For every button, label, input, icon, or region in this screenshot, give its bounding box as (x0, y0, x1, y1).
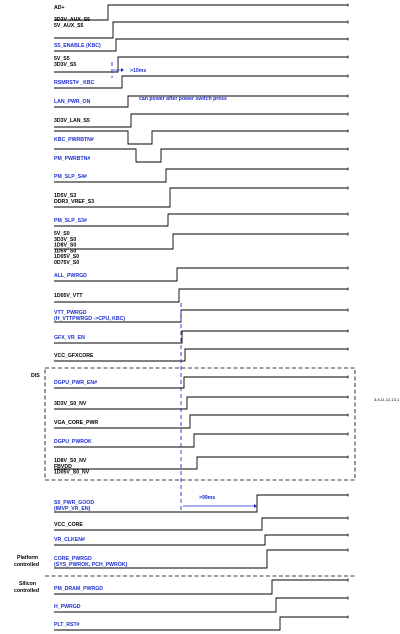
signal-waveform (54, 349, 348, 361)
signal-row (54, 213, 348, 227)
signal-row (54, 267, 348, 282)
power-switch-note: can power after power switch press (139, 96, 227, 102)
signal-waveform (54, 434, 348, 447)
signal-waveform (54, 377, 348, 388)
signal-waveform (54, 598, 348, 612)
signal-label: 1D05V_S0_NV (54, 469, 90, 476)
signal-label: 3D3V_LAN_S5 (54, 118, 90, 124)
signal-label: H_PWRGD (54, 604, 81, 610)
signal-row (54, 148, 348, 163)
signal-label: S0_PWR_GOOD (54, 500, 95, 506)
signal-waveform (54, 331, 348, 343)
signal-waveform (54, 397, 348, 409)
signal-label: 1D5V_S0 (54, 248, 77, 255)
signal-waveform (54, 617, 348, 630)
signal-waveform (54, 149, 348, 162)
signal-label: PM_SLP_S4# (54, 174, 87, 180)
signal-label: 3D3V_AUX_S5 (54, 17, 91, 23)
platform-label-line1: Platform (17, 555, 39, 561)
signal-waveform (54, 535, 348, 545)
signal-row (54, 396, 348, 410)
signal-row (54, 456, 348, 476)
signal-label: PM_DRAM_PWRGD (54, 586, 103, 592)
signal-waveform (54, 188, 348, 207)
signal-row (54, 309, 348, 323)
signal-row (54, 38, 348, 52)
signal-label: DDR3_VREF_S3 (54, 198, 95, 205)
signal-label: CORE_PWRGD (54, 556, 92, 562)
ninety-nine-ms-annotation: >99ms (199, 495, 216, 501)
signal-label: VTT_PWRGD (54, 310, 87, 316)
signal-label: GFX_VR_EN (54, 335, 85, 341)
ten-ms-arrowhead (121, 68, 124, 72)
signal-row (54, 534, 348, 546)
signal-waveform (54, 114, 348, 127)
signal-row (54, 113, 348, 128)
signal-waveform (54, 518, 348, 530)
signal-waveform (54, 76, 348, 88)
signal-waveform (54, 131, 348, 144)
signal-row (54, 414, 348, 429)
signal-label: 0D75V_S0 (54, 260, 80, 266)
signal-label: 5V_S5 (54, 56, 70, 62)
signal-label: 3D3V_S5 (54, 61, 77, 68)
signal-label: AD+ (54, 5, 65, 11)
ten-ms-annotation: >10ms (130, 68, 147, 74)
signal-row (54, 330, 348, 344)
signal-label: ALL_PWRGD (54, 273, 87, 279)
silicon-label-line1: Silicon (19, 581, 37, 587)
signal-waveform (54, 169, 348, 182)
signal-row (54, 616, 348, 631)
signal-label: (IMVP_VR_EN) (54, 505, 91, 512)
signal-label: FBVDD (54, 463, 72, 470)
signal-label: S5_ENABLE (KBC) (54, 43, 101, 49)
signal-label: 1D8V_S0 (54, 242, 77, 249)
signal-waveform (54, 5, 348, 20)
signal-label: KBC_PWRBTN# (54, 137, 94, 143)
signal-label: RSMRST# _KBC (54, 80, 95, 86)
signal-label: DGPU_PWR_EN# (54, 380, 97, 386)
signal-waveform (54, 57, 348, 72)
signal-label: 5V_S0 (54, 231, 70, 237)
signal-label: 5V_AUX_S5 (54, 22, 84, 29)
signal-row (54, 187, 348, 208)
signal-row (54, 56, 348, 73)
signal-row (54, 376, 348, 389)
signal-row (54, 168, 348, 183)
signal-row (54, 433, 348, 448)
signal-label: 1D8V_S0_NV (54, 458, 87, 464)
page-reference: 3,8,11,12,13,1 (374, 397, 400, 402)
signal-label: 3D3V_S0_NV (54, 401, 87, 407)
signal-label: VCC_CORE (54, 522, 83, 528)
signal-row (54, 597, 348, 613)
signal-label: (SYS_PWROK, PCH_PWROK) (54, 561, 128, 568)
signal-row (54, 579, 348, 595)
signal-row (54, 130, 348, 145)
signal-label: VGA_CORE_PWR (54, 420, 99, 426)
dis-label: DIS (31, 373, 40, 379)
signal-waveform (54, 234, 348, 249)
silicon-label-line2: controlled (14, 588, 40, 594)
signal-label: 3D3V_S0 (54, 236, 77, 243)
signal-row (54, 549, 348, 569)
signal-waveform (54, 214, 348, 226)
signal-label: 1D5V_S3 (54, 193, 77, 199)
signal-label: DGPU_PWROK (54, 439, 92, 445)
signal-label: VR_CLKEN# (54, 537, 85, 543)
signal-row (54, 517, 348, 531)
signal-waveform (54, 268, 348, 281)
signal-label: PLT_RST# (54, 622, 80, 628)
signal-row (54, 231, 348, 266)
signal-row (54, 348, 348, 362)
signal-label: 1D05V_VTT (54, 293, 83, 299)
signal-label: 1D05V_S0 (54, 254, 80, 261)
signal-row (54, 75, 348, 89)
signal-row (54, 4, 348, 21)
signal-label: LAN_PWR_ON (54, 99, 91, 105)
signal-waveform (54, 457, 348, 469)
signal-label: VCC_GFXCORE (54, 353, 94, 359)
signal-row (54, 288, 348, 303)
signal-label: PM_SLP_S3# (54, 218, 87, 224)
signal-waveform (54, 22, 348, 38)
platform-label-line2: controlled (14, 562, 40, 568)
signal-label: PM_PWRBTN# (54, 156, 91, 162)
signal-waveform (54, 289, 348, 302)
signal-label: (H_VTTPWRGD ->CPU, KBC) (54, 315, 126, 322)
